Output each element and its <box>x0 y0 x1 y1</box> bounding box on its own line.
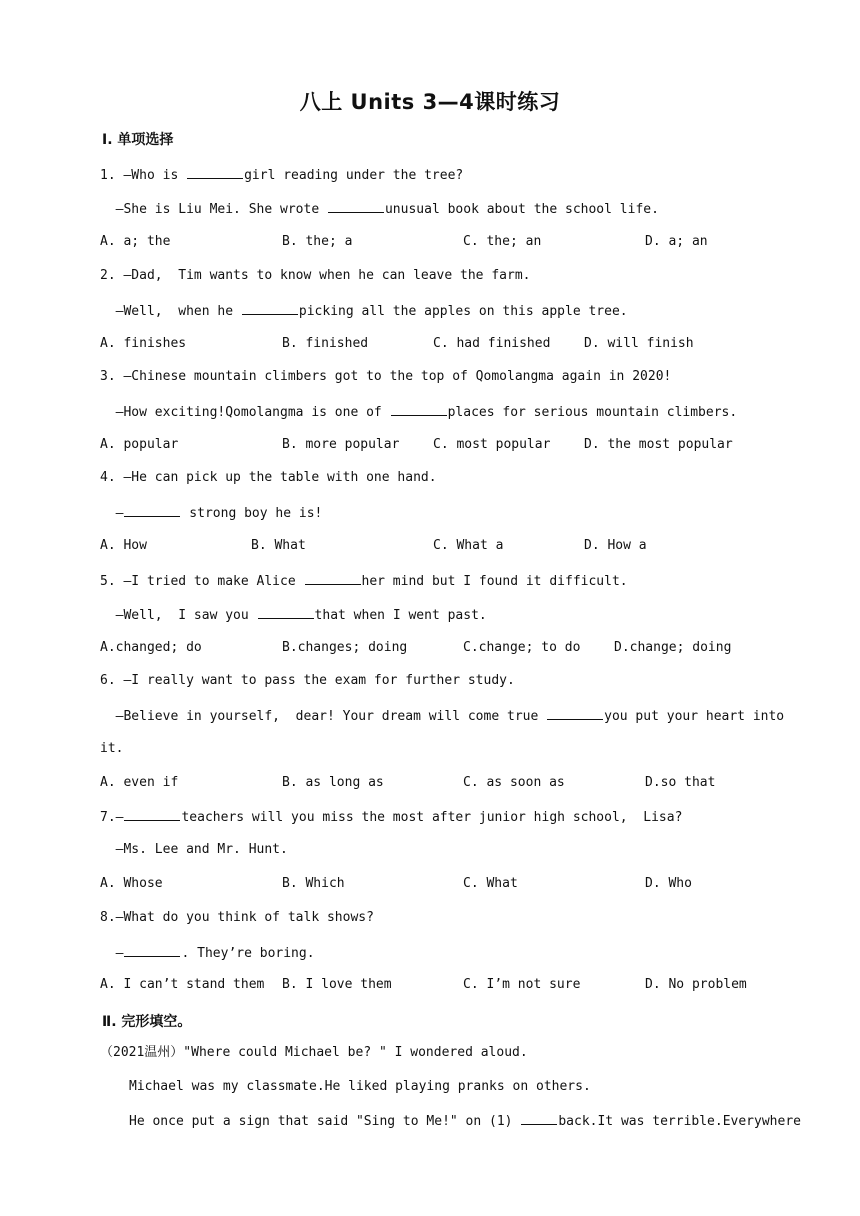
passage-line-1: （2021温州）"Where could Michael be? " I wondered aloud. <box>100 1045 528 1060</box>
question-7-option-d: D. Who <box>645 876 692 891</box>
question-2-option-b: B. finished <box>282 336 369 351</box>
question-1-line-2: —She is Liu Mei. She wrote unusual book about the school life. <box>100 202 659 217</box>
question-8-line-2: — . They’re boring. <box>100 946 315 961</box>
question-5-line-1: 5. —I tried to make Alice her mind but I found it difficult. <box>100 574 628 589</box>
question-3-option-c: C. most popular <box>433 437 551 452</box>
question-3-line-1: 3. —Chinese mountain climbers got to the top of Qomolangma again in 2020! <box>100 369 672 384</box>
question-7-line-2: —Ms. Lee and Mr. Hunt. <box>100 842 288 857</box>
question-6-option-b: B. as long as <box>282 775 384 790</box>
question-1-option-d: D. a; an <box>645 234 708 249</box>
passage-line-3: He once put a sign that said "Sing to Me!" on (1) back.It was terrible.Everywhere <box>129 1114 801 1129</box>
question-7-option-b: B. Which <box>282 876 345 891</box>
question-5-option-c: C.change; to do <box>463 640 581 655</box>
question-6-line-3: it. <box>100 741 124 756</box>
question-1-option-a: A. a; the <box>100 234 171 249</box>
question-1-option-b: B. the; a <box>282 234 353 249</box>
question-4-option-c: C. What a <box>433 538 504 553</box>
question-6-line-2: —Believe in yourself, dear! Your dream will come true you put your heart into <box>100 709 785 724</box>
question-4-option-a: A. How <box>100 538 147 553</box>
question-8-option-c: C. I’m not sure <box>463 977 581 992</box>
answer-blank <box>187 166 243 179</box>
question-8-option-d: D. No problem <box>645 977 747 992</box>
question-8-line-1: 8.—What do you think of talk shows? <box>100 910 374 925</box>
question-2-option-d: D. will finish <box>584 336 694 351</box>
answer-blank <box>258 606 314 619</box>
question-7-line-1: 7.— teachers will you miss the most after junior high school, Lisa? <box>100 810 683 825</box>
answer-blank <box>124 944 180 957</box>
question-8-option-a: A. I can’t stand them <box>100 977 265 992</box>
question-7-option-a: A. Whose <box>100 876 163 891</box>
question-5-option-d: D.change; doing <box>614 640 732 655</box>
answer-blank <box>547 707 603 720</box>
question-6-line-1: 6. —I really want to pass the exam for further study. <box>100 673 515 688</box>
answer-blank <box>124 808 180 821</box>
question-3-option-b: B. more popular <box>282 437 400 452</box>
question-6-option-a: A. even if <box>100 775 179 790</box>
question-2-option-a: A. finishes <box>100 336 187 351</box>
question-2-line-2: —Well, when he picking all the apples on this apple tree. <box>100 304 628 319</box>
question-2-option-c: C. had finished <box>433 336 551 351</box>
question-1-option-c: C. the; an <box>463 234 542 249</box>
answer-blank <box>124 504 180 517</box>
answer-blank <box>391 403 447 416</box>
answer-blank <box>521 1112 557 1125</box>
section-heading-cloze: Ⅱ. 完形填空。 <box>102 1014 192 1030</box>
question-3-line-2: —How exciting!Qomolangma is one of places for serious mountain climbers. <box>100 405 738 420</box>
question-4-line-2: — strong boy he is! <box>100 506 323 521</box>
answer-blank <box>305 572 361 585</box>
answer-blank <box>242 302 298 315</box>
question-7-option-c: C. What <box>463 876 518 891</box>
question-3-option-a: A. popular <box>100 437 179 452</box>
question-8-option-b: B. I love them <box>282 977 392 992</box>
page-title: 八上 Units 3—4课时练习 <box>299 90 561 114</box>
answer-blank <box>328 200 384 213</box>
question-3-option-d: D. the most popular <box>584 437 733 452</box>
question-1-line-1: 1. —Who is girl reading under the tree? <box>100 168 464 183</box>
question-4-option-b: B. What <box>251 538 306 553</box>
question-5-option-a: A.changed; do <box>100 640 202 655</box>
section-heading-multiple-choice: Ⅰ. 单项选择 <box>102 132 174 148</box>
passage-line-2: Michael was my classmate.He liked playing pranks on others. <box>129 1079 591 1094</box>
question-4-option-d: D. How a <box>584 538 647 553</box>
question-4-line-1: 4. —He can pick up the table with one hand. <box>100 470 437 485</box>
question-6-option-d: D.so that <box>645 775 716 790</box>
question-2-line-1: 2. —Dad, Tim wants to know when he can leave the farm. <box>100 268 531 283</box>
question-5-line-2: —Well, I saw you that when I went past. <box>100 608 487 623</box>
question-5-option-b: B.changes; doing <box>282 640 408 655</box>
question-6-option-c: C. as soon as <box>463 775 565 790</box>
